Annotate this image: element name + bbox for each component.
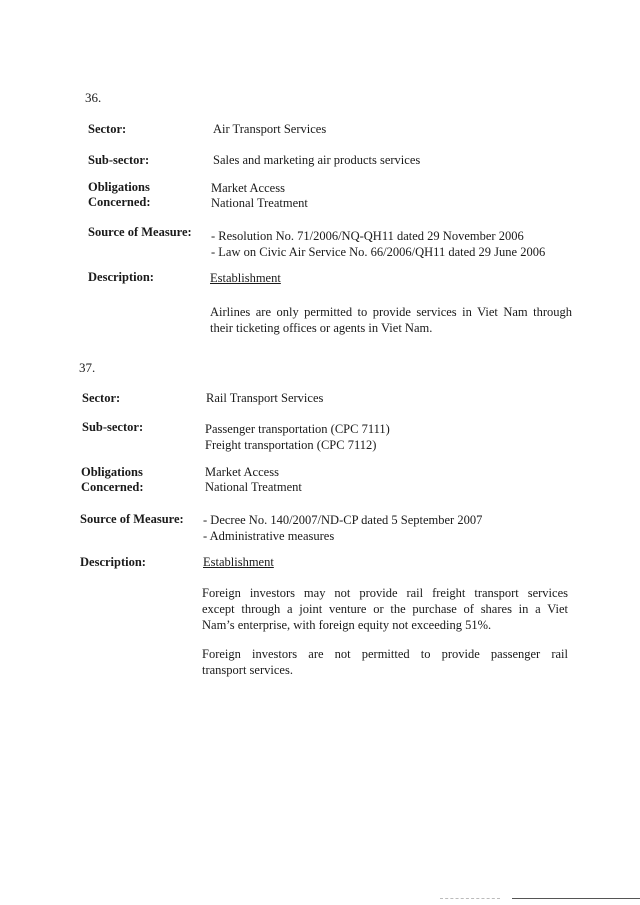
footer-dashed-rule (440, 898, 500, 899)
entry-37-obligations-value (205, 465, 302, 495)
entry-37-subsector-line: Passenger transportation (CPC 7111) (205, 422, 390, 436)
entry-36-obligations-label-line: Concerned: (88, 195, 151, 209)
entry-37-number: 37. (79, 360, 96, 375)
entry-37-description-paragraph (202, 646, 568, 678)
entry-36-description-heading: Establishment (210, 271, 281, 285)
entry-37-source-item: - Decree No. 140/2007/ND-CP dated 5 September 2007 (203, 513, 483, 527)
entry-36-source-label: Source of Measure: (88, 225, 192, 239)
entry-36-description-paragraph (210, 304, 572, 336)
entry-37-description-line: except through a joint venture or the purchase of shares in a Viet (202, 602, 568, 616)
entry-36-source-item: - Law on Civic Air Service No. 66/2006/QH11 dated 29 June 2006 (211, 245, 546, 259)
entry-36-obligation-item: National Treatment (211, 196, 308, 210)
entry-36-number: 36. (85, 90, 102, 105)
entry-37-description-paragraph (202, 585, 568, 633)
entry-37-subsector-value (205, 421, 390, 453)
entry-36-obligations-label (88, 180, 151, 210)
entry-37-source-item: - Administrative measures (203, 529, 335, 543)
entry-37-source-value (203, 512, 482, 544)
entry-37-description-line: Foreign investors may not provide rail freight transport services (202, 586, 568, 600)
entry-36-source-item: - Resolution No. 71/2006/NQ-QH11 dated 29 November 2006 (211, 229, 524, 243)
entry-36-obligation-item: Market Access (211, 181, 285, 195)
entry-37-description-line: Foreign investors are not permitted to provide passenger rail (202, 647, 568, 661)
entry-37-description-line: Nam’s enterprise, with foreign equity not exceeding 51%. (202, 618, 492, 632)
entry-36-obligations-label-line: Obligations (88, 180, 150, 194)
entry-36-source-value (211, 228, 545, 260)
entry-37-description-label: Description: (80, 555, 146, 569)
entry-37-obligations-label-line: Obligations (81, 465, 143, 479)
entry-37-obligations-label (81, 465, 144, 495)
entry-37-subsector-line: Freight transportation (CPC 7112) (205, 438, 377, 452)
entry-36-subsector-value (213, 153, 420, 168)
entry-36-description-line: their ticketing offices or agents in Viet Nam. (210, 321, 433, 335)
footer-rule (512, 898, 640, 899)
entry-36-sector-label: Sector: (88, 122, 127, 136)
entry-37-obligation-item: Market Access (205, 465, 279, 479)
entry-37-description-line: transport services. (202, 663, 293, 677)
entry-36-description-line: Airlines are only permitted to provide services in Viet Nam through (210, 305, 572, 319)
entry-37-sector-value: Rail Transport Services (206, 391, 324, 405)
entry-37-description-heading: Establishment (203, 555, 274, 569)
entry-36-subsector-line: Sales and marketing air products services (213, 153, 421, 167)
entry-36-subsector-label: Sub-sector: (88, 153, 150, 167)
entry-37-subsector-label: Sub-sector: (82, 420, 144, 434)
entry-36-obligations-value (211, 181, 308, 211)
entry-37-obligation-item: National Treatment (205, 480, 302, 494)
entry-37-sector-label: Sector: (82, 391, 121, 405)
entry-37-obligations-label-line: Concerned: (81, 480, 144, 494)
entry-37-source-label: Source of Measure: (80, 512, 184, 526)
entry-36-sector-value: Air Transport Services (213, 122, 327, 136)
entry-36-description-label: Description: (88, 270, 154, 284)
